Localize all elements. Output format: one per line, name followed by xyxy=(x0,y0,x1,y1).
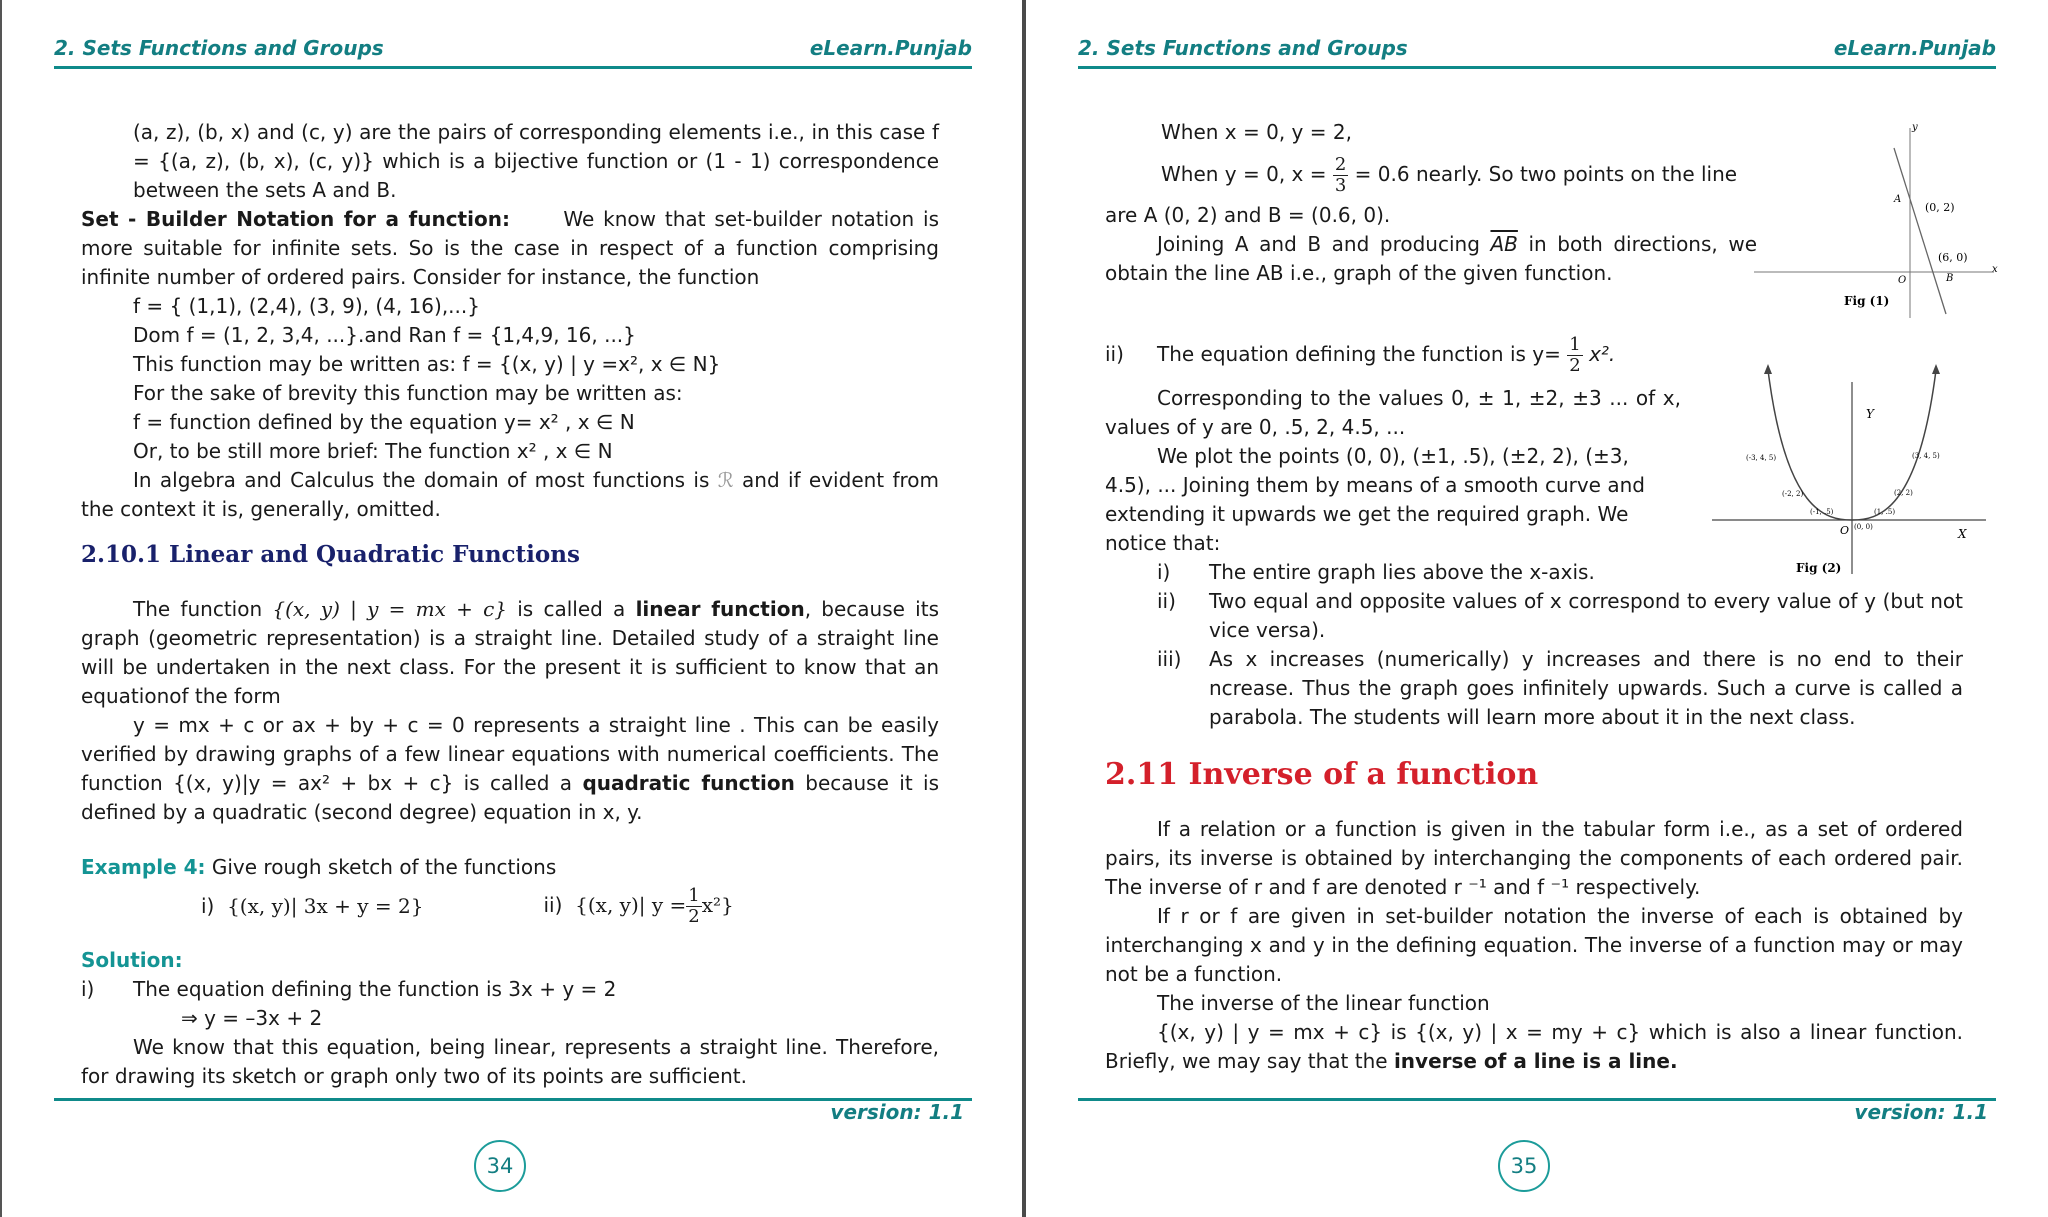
set-builder-paragraph xyxy=(81,205,939,292)
inverse-text-a: {(x, y) | y = mx + c} is {(x, y) | x = my + c} which is also a linear function. Briefly, we may say that the xyxy=(1105,1020,1963,1073)
section-heading-linear: 2.10.1 Linear and Quadratic Functions xyxy=(81,541,580,568)
set-builder-text: We know that set-builder notation is more suitable for infinite sets. So is the case in respect of a function comprising infinite number of ordered pairs. Consider for instance, the function xyxy=(81,207,939,289)
fig1-y-label: y xyxy=(1912,122,1918,133)
fig1-origin: O xyxy=(1898,275,1907,286)
when-fraction-numerator: 2 xyxy=(1334,154,1347,175)
fig2-point-m1: (-1, .5) xyxy=(1810,508,1834,516)
note-ii-label: ii) xyxy=(1157,589,1176,613)
solution-label: Solution: xyxy=(81,948,183,972)
fig2-point-1: (1, .5) xyxy=(1874,508,1896,516)
chapter-title: 2. Sets Functions and Groups xyxy=(1078,36,1408,60)
inverse-paragraph-2: If r or f are given in set-builder notation the inverse of each is obtained by interchanging x and y in the defining equation. The inverse of a function may or may not be a function. xyxy=(1105,904,1963,986)
fig2-point-m3: (-3, 4, 5) xyxy=(1746,454,1777,462)
linear-text-a: The function xyxy=(133,597,263,621)
example-item-ii xyxy=(544,886,734,927)
fig2-caption: Fig (2) xyxy=(1796,561,1842,575)
inverse-paragraph-1: If a relation or a function is given in the tabular form i.e., as a set of ordered pairs, its inverse is obtained by interchanging the components of each ordered pair. The inverse of r and f are denoted r ⁻¹ and f ⁻¹ respectively. xyxy=(1105,817,1963,899)
example-text: Give rough sketch of the functions xyxy=(211,855,557,879)
fig2-x-label: X xyxy=(1958,527,1967,541)
version-label: version: 1.1 xyxy=(830,1100,964,1124)
when-x-zero: When x = 0, y = 2, xyxy=(1161,120,1352,144)
quadratic-paragraph xyxy=(81,711,939,827)
fig1-point-a: A xyxy=(1894,194,1902,205)
joining-text-b: in both directions, we obtain the line AB i.e., graph of the given function. xyxy=(1105,232,1758,285)
joining-paragraph xyxy=(1105,230,1757,288)
example-item-ii-label: ii) xyxy=(543,892,563,917)
note-iii xyxy=(1105,645,1963,732)
written-as: This function may be written as: f = {(x, y) | y =x², x ∈ N} xyxy=(133,352,721,376)
brevity-line: For the sake of brevity this function may be written as: xyxy=(133,381,683,405)
inverse-line-term: inverse of a line is a line. xyxy=(1393,1049,1678,1073)
quadratic-function-term: quadratic function xyxy=(582,771,795,795)
example-item-ii-set-a: {(x, y)| y = xyxy=(575,892,687,917)
example-label: Example 4: xyxy=(81,855,206,879)
fig2-point-3: (3, 4, 5) xyxy=(1912,452,1940,460)
inverse-paragraph-4 xyxy=(1105,1018,1963,1076)
linear-text-c: , because its graph (geometric representation) is a straight line. Detailed study of a straight line will be undertaken in the next class. For the present it is sufficient to know that an equationof the form xyxy=(81,597,939,708)
note-i-label: i) xyxy=(1157,560,1171,584)
right-body xyxy=(1105,118,1963,1076)
fig1-point-a-coords: (0, 2) xyxy=(1925,201,1955,214)
brief-line: Or, to be still more brief: The function x² , x ∈ N xyxy=(133,439,613,463)
solution-paragraph: We know that this equation, being linear, represents a straight line. Therefore, for drawing its sketch or graph only two of its points are sufficient. xyxy=(81,1035,939,1088)
item-ii-text-a: The equation defining the function is y= xyxy=(1157,342,1561,366)
algebra-text-b: and if evident from the context it is, generally, omitted. xyxy=(81,468,940,521)
example-item-ii-set-b: x²} xyxy=(701,892,734,917)
inverse-paragraph-3: The inverse of the linear function xyxy=(1157,991,1490,1015)
item-ii-text-b: x². xyxy=(1589,342,1616,366)
pairs-paragraph: (a, z), (b, x) and (c, y) are the pairs of corresponding elements i.e., in this case f = {(a, z), (b, x), (c, y)} which is a bijective function or (1 - 1) correspondence between the sets A and B. xyxy=(133,120,939,202)
solution-item-i-text: The equation defining the function is 3x + y = 2 xyxy=(133,977,617,1001)
note-ii xyxy=(1105,587,1963,645)
fig1-point-b: B xyxy=(1946,273,1954,284)
section-heading-inverse: 2.11 Inverse of a function xyxy=(1105,757,1539,792)
brand-label: eLearn.Punjab xyxy=(1833,36,1996,60)
plot-paragraph: We plot the points (0, 0), (±1, .5), (±2, 2), (±3, 4.5), ... Joining them by means of a smooth curve and extending it upwards we get the required graph. We notice that: xyxy=(1105,444,1645,555)
when-fraction xyxy=(1333,155,1348,196)
algebra-paragraph xyxy=(81,466,939,524)
fig2-y-label: Y xyxy=(1866,407,1874,421)
note-ii-text: Two equal and opposite values of x correspond to every value of y (but not vice versa). xyxy=(1209,589,1963,642)
item-ii-label: ii) xyxy=(1105,342,1124,366)
solution-item-i xyxy=(81,975,939,1004)
page-header xyxy=(1078,36,1996,69)
left-body xyxy=(81,118,939,1091)
function-definition: f = { (1,1), (2,4), (3, 9), (4, 16),...} xyxy=(133,294,480,318)
when-y-zero-text-a: When y = 0, x = xyxy=(1161,162,1327,186)
note-iii-text: As x increases (numerically) y increases and there is no end to their ncrease. Thus the graph goes infinitely upwards. Such a curve is called a parabola. The students will learn more about it in the next class. xyxy=(1209,647,1963,729)
note-iii-label: iii) xyxy=(1157,647,1182,671)
joining-text-a: Joining A and B and producing xyxy=(1157,232,1480,256)
item-ii-text xyxy=(1157,330,1705,378)
when-fraction-denominator: 3 xyxy=(1334,175,1347,196)
fraction-denominator: 2 xyxy=(688,905,700,927)
note-i-text: The entire graph lies above the x-axis. xyxy=(1209,560,1595,584)
corresponding-paragraph: Corresponding to the values 0, ± 1, ±2, ±3 ... of x, values of y are 0, .5, 2, 4.5, ... xyxy=(1105,386,1681,439)
solution-implication: ⇒ y = –3x + 2 xyxy=(181,1006,323,1030)
quadratic-text-a: y = mx + c or ax + by + c = 0 represents a straight line . This can be easily verified by drawing graphs of a few linear equations with numerical coefficients. The function {(x, y)|y = ax² + bx + c} is called a xyxy=(81,713,939,795)
example-4 xyxy=(81,853,939,882)
when-y-zero-text-b: = 0.6 nearly. So two points on the line xyxy=(1354,162,1738,186)
fig2-point-m2: (-2, 2) xyxy=(1782,490,1804,498)
example-item-i xyxy=(201,892,424,921)
linear-set: {(x, y) | y = mx + c} xyxy=(272,597,508,621)
brand-label: eLearn.Punjab xyxy=(809,36,972,60)
fraction-numerator: 1 xyxy=(688,884,700,906)
fig1-point-b-coords: (6, 0) xyxy=(1938,251,1968,264)
example-item-i-label: i) xyxy=(201,893,215,918)
version-label: version: 1.1 xyxy=(1854,1100,1988,1124)
item-ii-fraction xyxy=(1567,335,1582,376)
linear-text-b: is called a xyxy=(517,597,626,621)
fig2-origin: O xyxy=(1840,524,1850,537)
fig1-caption: Fig (1) xyxy=(1844,294,1890,308)
example-fraction xyxy=(686,886,701,927)
note-i xyxy=(1105,558,1963,587)
linear-paragraph xyxy=(81,595,939,711)
quadratic-text-b: because it is defined by a quadratic (second degree) equation in x, y. xyxy=(81,771,940,824)
fig2-point-0: (0, 0) xyxy=(1854,523,1873,531)
item-ii-equation xyxy=(1105,330,1705,378)
page-header xyxy=(54,36,972,69)
example-item-i-set: {(x, y)| 3x + y = 2} xyxy=(227,893,424,918)
item-ii-numerator: 1 xyxy=(1569,334,1581,355)
chapter-title: 2. Sets Functions and Groups xyxy=(54,36,384,60)
linear-function-term: linear function xyxy=(635,597,805,621)
segment-ab: $\overline{AB}$ xyxy=(1490,232,1518,256)
equation-definition: f = function defined by the equation y= x² , x ∈ N xyxy=(133,410,635,434)
real-numbers-symbol: ℛ xyxy=(717,468,734,492)
fig2-point-2: (2, 2) xyxy=(1894,489,1913,497)
right-page xyxy=(1026,0,2048,1217)
domain-range: Dom f = (1, 2, 3,4, ...}.and Ran f = {1,4,9, 16, ...} xyxy=(133,323,636,347)
solution-item-i-label: i) xyxy=(81,977,95,1001)
item-ii-denominator: 2 xyxy=(1569,355,1581,376)
page-number: 34 xyxy=(474,1140,526,1192)
example-items xyxy=(81,882,939,930)
fig1-x-label: x xyxy=(1992,264,1998,275)
points-a-b: are A (0, 2) and B = (0.6, 0). xyxy=(1105,203,1391,227)
set-builder-label: Set - Builder Notation for a function: xyxy=(81,207,510,231)
when-y-zero xyxy=(1105,147,1963,201)
page-number: 35 xyxy=(1498,1140,1550,1192)
algebra-text-a: In algebra and Calculus the domain of most functions is xyxy=(133,468,710,492)
